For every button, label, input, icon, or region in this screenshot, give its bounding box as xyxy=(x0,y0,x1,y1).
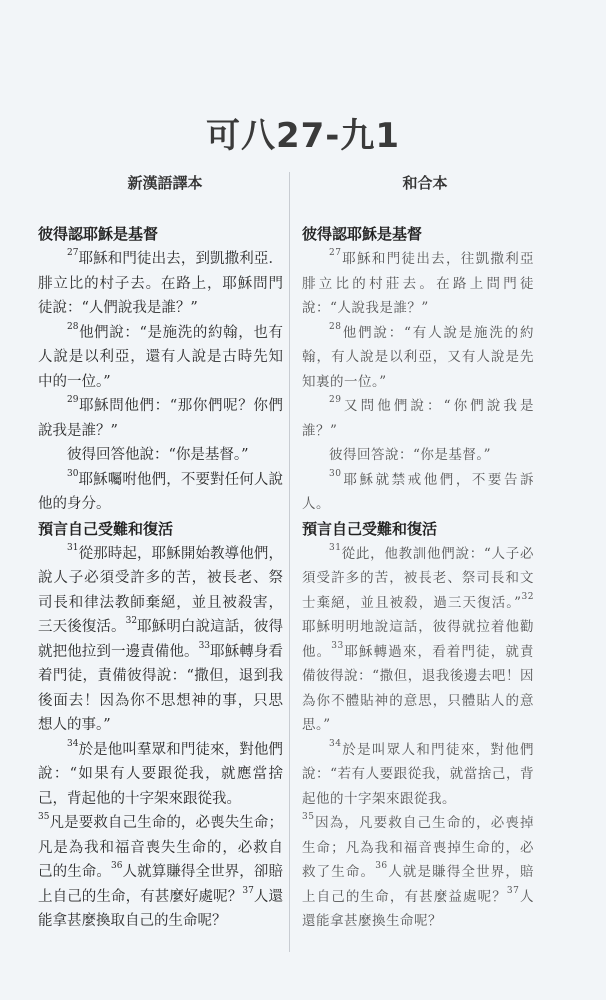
verse-text: 耶穌轉過來，看着門徒，就責備彼得說：“撒但，退我後邊去吧！因為你不體貼神的意思，只體貼人的意思。” xyxy=(302,643,535,733)
left-column-header: 新漢語譯本 xyxy=(127,174,203,192)
verse-paragraph xyxy=(302,468,534,517)
verse-text: 人還能拿甚麼換生命呢？ xyxy=(302,888,535,929)
verse-paragraph xyxy=(302,443,534,468)
verse-paragraph xyxy=(38,443,283,468)
page-title: 可八27-九1 xyxy=(205,116,401,156)
verse-text: 耶穌明白說這話，彼得就把他拉到一邊責備他。 xyxy=(38,619,284,660)
verse-number: 30 xyxy=(329,468,342,479)
verse-text: 彼得回答說：“你是基督。” xyxy=(329,447,492,463)
verse-text: 因為，凡要救自己生命的，必喪掉生命；凡為我和福音喪掉生命的，必救了生命。 xyxy=(302,815,534,880)
verse-text: 從此，他教訓他們說：“人子必須受許多的苦，被長老、祭司長和文士棄絕，並且被殺，過三天復活。” xyxy=(302,545,534,611)
right-column xyxy=(302,222,534,934)
verse-text: 人就算賺得全世界，卻賠上自己的生命，有甚麼好處呢？ xyxy=(38,864,283,905)
verse-number: 31 xyxy=(67,542,79,553)
verse-number: 27 xyxy=(329,248,342,258)
section-heading: 彼得認耶穌是基督 xyxy=(38,225,159,243)
section-heading: 預言自己受難和復活 xyxy=(302,519,438,538)
verse-number: 35 xyxy=(302,812,315,822)
verse-number: 28 xyxy=(329,321,342,332)
verse-text: 凡是要救自己生命的，必喪失生命；凡是為我和福音喪失生命的，必救自己的生命。 xyxy=(38,815,283,880)
verse-text: 從那時起，耶穌開始教導他們，說人子必須受許多的苦，被長老、祭司長和律法教師棄絕，並且被殺害，三天後復活。 xyxy=(38,545,283,635)
verse-paragraph xyxy=(38,738,283,934)
verse-paragraph xyxy=(38,394,283,443)
verse-number: 29 xyxy=(67,395,79,405)
verse-number: 27 xyxy=(67,248,79,258)
verse-text: 人就是賺得全世界，賠上自己的生命，有甚麼益處呢？ xyxy=(302,864,535,905)
verse-text: 他們說：“有人說是施洗的約翰，有人說是以利亞，又有人說是先知裏的一位。” xyxy=(302,324,534,390)
verse-number: 33 xyxy=(331,640,344,651)
verse-paragraph xyxy=(38,542,283,738)
verse-number: 30 xyxy=(67,468,79,479)
verse-text: 耶穌就禁戒他們，不要告訴人。 xyxy=(302,471,534,512)
verse-paragraph xyxy=(38,468,283,517)
verse-text: 又問他們說：“你們說我是誰？” xyxy=(302,398,534,439)
verse-number: 32 xyxy=(125,616,138,626)
left-column xyxy=(38,222,283,934)
verse-text: 他們說：“是施洗的約翰，也有人說是以利亞，還有人說是古時先知中的一位。” xyxy=(38,324,283,390)
verse-paragraph xyxy=(302,542,534,738)
verse-number: 34 xyxy=(67,738,79,749)
verse-text: 耶穌囑咐他們，不要對任何人說他的身分。 xyxy=(38,471,283,512)
verse-text: 耶穌和門徒出去，到凱撒利亞．腓立比的村子去。在路上，耶穌問門徒說：“人們說我是誰？” xyxy=(38,251,283,316)
verse-text: 耶穌明明地說這話，彼得就拉着他勸他。 xyxy=(302,619,534,660)
verse-paragraph xyxy=(302,738,534,934)
verse-text: 於是他叫羣眾和門徒來，對他們說：“如果有人要跟從我，就應當捨己，背起他的十字架來跟從我。 xyxy=(38,741,283,807)
verse-paragraph xyxy=(302,321,534,395)
verse-paragraph xyxy=(302,247,534,321)
verse-number: 36 xyxy=(375,861,388,871)
verse-text: 耶穌問他們：“那你們呢？你們說我是誰？” xyxy=(38,398,283,439)
verse-number: 33 xyxy=(198,640,211,651)
verse-number: 35 xyxy=(38,812,50,822)
verse-text: 耶穌和門徒出去，往凱撒利亞腓立比的村莊去。在路上問門徒說：“人說我是誰？” xyxy=(302,251,534,316)
verse-text: 彼得回答他說：“你是基督。” xyxy=(67,447,249,463)
section-heading: 預言自己受難和復活 xyxy=(38,519,174,538)
verse-number: 36 xyxy=(110,861,123,871)
verse-text: 於是叫眾人和門徒來，對他們說：“若有人要跟從我，就當捨己，背起他的十字架來跟從我。 xyxy=(302,741,534,807)
verse-number: 31 xyxy=(329,542,342,553)
verse-number: 37 xyxy=(506,885,520,896)
column-divider xyxy=(289,172,290,952)
verse-paragraph xyxy=(38,247,283,321)
right-column-header: 和合本 xyxy=(402,174,448,192)
verse-number: 34 xyxy=(329,738,342,749)
section-heading: 彼得認耶穌是基督 xyxy=(302,225,423,243)
verse-number: 29 xyxy=(329,395,342,405)
verse-paragraph xyxy=(38,321,283,395)
verse-text: 人還能拿甚麼換取自己的生命呢？ xyxy=(38,888,284,929)
verse-number: 32 xyxy=(521,591,534,602)
verse-paragraph xyxy=(302,394,534,443)
verse-number: 37 xyxy=(242,885,254,896)
verse-text: 耶穌轉身看着門徒，責備彼得說：“撒但，退到我後面去！因為你不思想神的事，只思想人的事。” xyxy=(38,643,283,733)
verse-number: 28 xyxy=(67,321,79,332)
